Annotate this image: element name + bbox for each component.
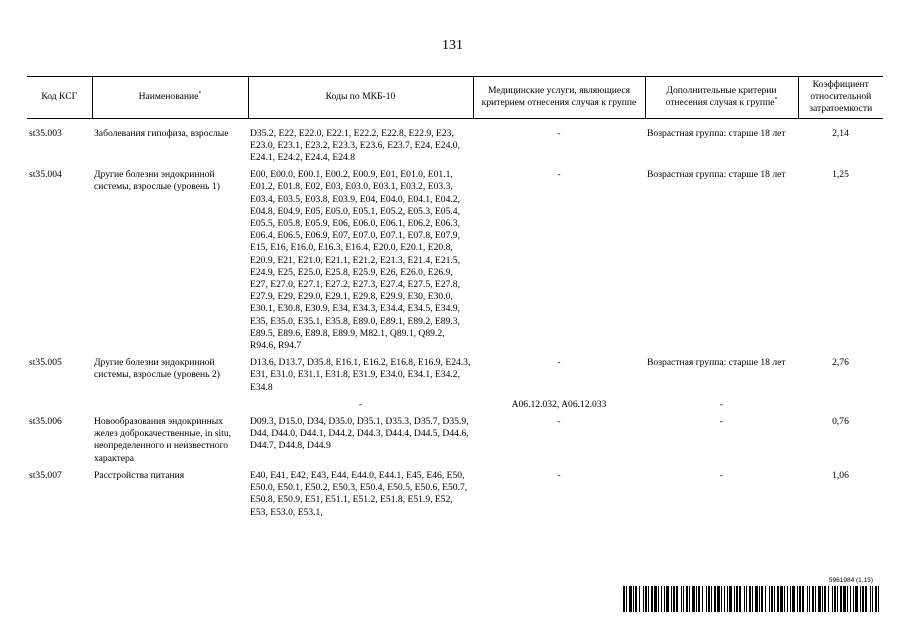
cell-name: Заболевания гипофиза, взрослые xyxy=(94,127,229,139)
cell-extra: - xyxy=(719,416,724,428)
cell-code: st35.004 xyxy=(29,169,62,181)
cell-extra: Возрастная группа: старше 18 лет xyxy=(647,357,786,369)
header-extra: Дополнительные критерии отнесения случая к группе* xyxy=(645,77,798,119)
cell-services: - xyxy=(557,127,561,139)
table-header-row xyxy=(27,77,883,119)
cell-name: Новообразования эндокринных желез доброкачественные, in situ, неопределенного и неизвестного характера xyxy=(94,416,232,464)
cell-services: - xyxy=(557,469,561,481)
barcode-text: 5961984 (1.15) xyxy=(828,577,873,584)
cell-mkb: - xyxy=(358,398,363,410)
table-row xyxy=(27,169,883,352)
ksg-table xyxy=(27,76,883,519)
cell-coef: 1,25 xyxy=(832,169,849,181)
cell-coef: 1,06 xyxy=(832,469,849,481)
cell-extra: Возрастная группа: старше 18 лет xyxy=(647,169,786,181)
cell-coef xyxy=(798,399,883,411)
table-row xyxy=(27,470,883,519)
cell-coef: 0,76 xyxy=(832,416,849,428)
header-services: Медицинские услуги, являющиеся критерием отнесения случая к группе xyxy=(473,77,645,119)
header-name: Наименование* xyxy=(92,77,248,119)
cell-code: st35.005 xyxy=(29,357,62,369)
cell-mkb: E40, E41, E42, E43, E44, E44.0, E44.1, E45, E46, E50, E50.0, E50.1, E50.2, E50.3, E50.4, E50.5, E50.6, E50.7, E50.8, E50.9, E51, E51.1, E51.2, E51.8, E51.9, E52, E53, E53.0, E53.1, xyxy=(250,469,468,518)
cell-mkb: D09.3, D15.0, D34, D35.0, D35.1, D35.3, D35.7, D35.9, D44, D44.0, D44.1, D44.2, D44.3, D44.4, D44.5, D44.6, D44.7, D44.8, D44.9 xyxy=(250,416,469,452)
header-name-mark: * xyxy=(198,91,202,98)
cell-extra: - xyxy=(719,469,724,481)
cell-name: Расстройства питания xyxy=(94,469,185,481)
cell-name: Другие болезни эндокринной системы, взрослые (уровень 2) xyxy=(94,357,220,381)
header-extra-mark: * xyxy=(774,97,778,104)
cell-coef: 2,14 xyxy=(832,127,849,139)
barcode xyxy=(623,577,881,613)
page-number: 131 xyxy=(442,38,463,53)
header-code: Код КСГ xyxy=(27,77,92,119)
cell-coef: 2,76 xyxy=(832,357,849,369)
cell-code: st35.006 xyxy=(29,416,62,428)
cell-code: st35.007 xyxy=(29,469,62,481)
cell-services: - xyxy=(557,169,561,181)
cell-extra: Возрастная группа: старше 18 лет xyxy=(647,127,786,139)
cell-services: - xyxy=(557,357,561,369)
table-row xyxy=(27,357,883,394)
cell-mkb: D13.6, D13.7, D35.8, E16.1, E16.2, E16.8, E16.9, E24.3, E31, E31.0, E31.1, E31.8, E31.9, E34.0, E34.1, E34.2, E34.8 xyxy=(250,357,471,393)
cell-services: - xyxy=(557,416,561,428)
barcode-graphic xyxy=(623,586,881,612)
table-row xyxy=(27,416,883,465)
cell-mkb: D35.2, E22, E22.0, E22.1, E22.2, E22.8, E22.9, E23, E23.0, E23.1, E23.2, E23.3, E23.6, E23.7, E24, E24.0, E24.1, E24.2, E24.4, E24.8 xyxy=(250,127,460,164)
cell-name: Другие болезни эндокринной системы, взрослые (уровень 1) xyxy=(94,169,220,193)
cell-code: st35.003 xyxy=(29,127,62,139)
cell-mkb: E00, E00.0, E00.1, E00.2, E00.9, E01, E01.0, E01.1, E01.2, E01.8, E02, E03, E03.0, E03.1, E03.2, E03.3, E03.4, E03.5, E03.8, E03.9, E04, E04.0, E04.1, E04.2, E04.8, E04.9, E05, E05.0, E05.1, E05.2, E05.3, E05.4, E05.5, E05.8, E05.9, E06, E06.0, E06.1, E06.2, E06.3, E06.4, E06.5, E06.9, E07, E07.0, E07.1, E07.8, E07.9, E15, E16, E16.0, E16.3, E16.4, E20.0, E20.1, E20.8, E20.9, E21, E21.0, E21.1, E21.2, E21.3, E21.4, E21.5, E24.9, E25, E25.0, E25.8, E25.9, E26, E26.0, E26.9, E27, E27.0, E27.1, E27.2, E27.3, E27.4, E27.5, E27.8, E27.9, E29, E29.0, E29.1, E29.8, E29.9, E30, E30.0, E30.1, E30.8, E30.9, E34, E34.3, E34.4, E34.5, E34.9, E35, E35.0, E35.1, E35.8, E89.0, E89.1, E89.2, E89.3, E89.5, E89.6, E89.8, E89.9, M82.1, Q89.1, Q89.2, R94.6, R94.7 xyxy=(250,169,460,352)
header-coef: Коэффициент относительной затратоемкости xyxy=(798,77,883,119)
table-row xyxy=(27,128,883,165)
cell-extra: - xyxy=(719,398,724,410)
header-mkb: Коды по МКБ-10 xyxy=(248,77,473,119)
cell-name xyxy=(92,399,248,411)
cell-services: A06.12.032, A06.12.033 xyxy=(511,398,607,410)
table-row xyxy=(27,399,883,411)
cell-code xyxy=(27,399,92,411)
